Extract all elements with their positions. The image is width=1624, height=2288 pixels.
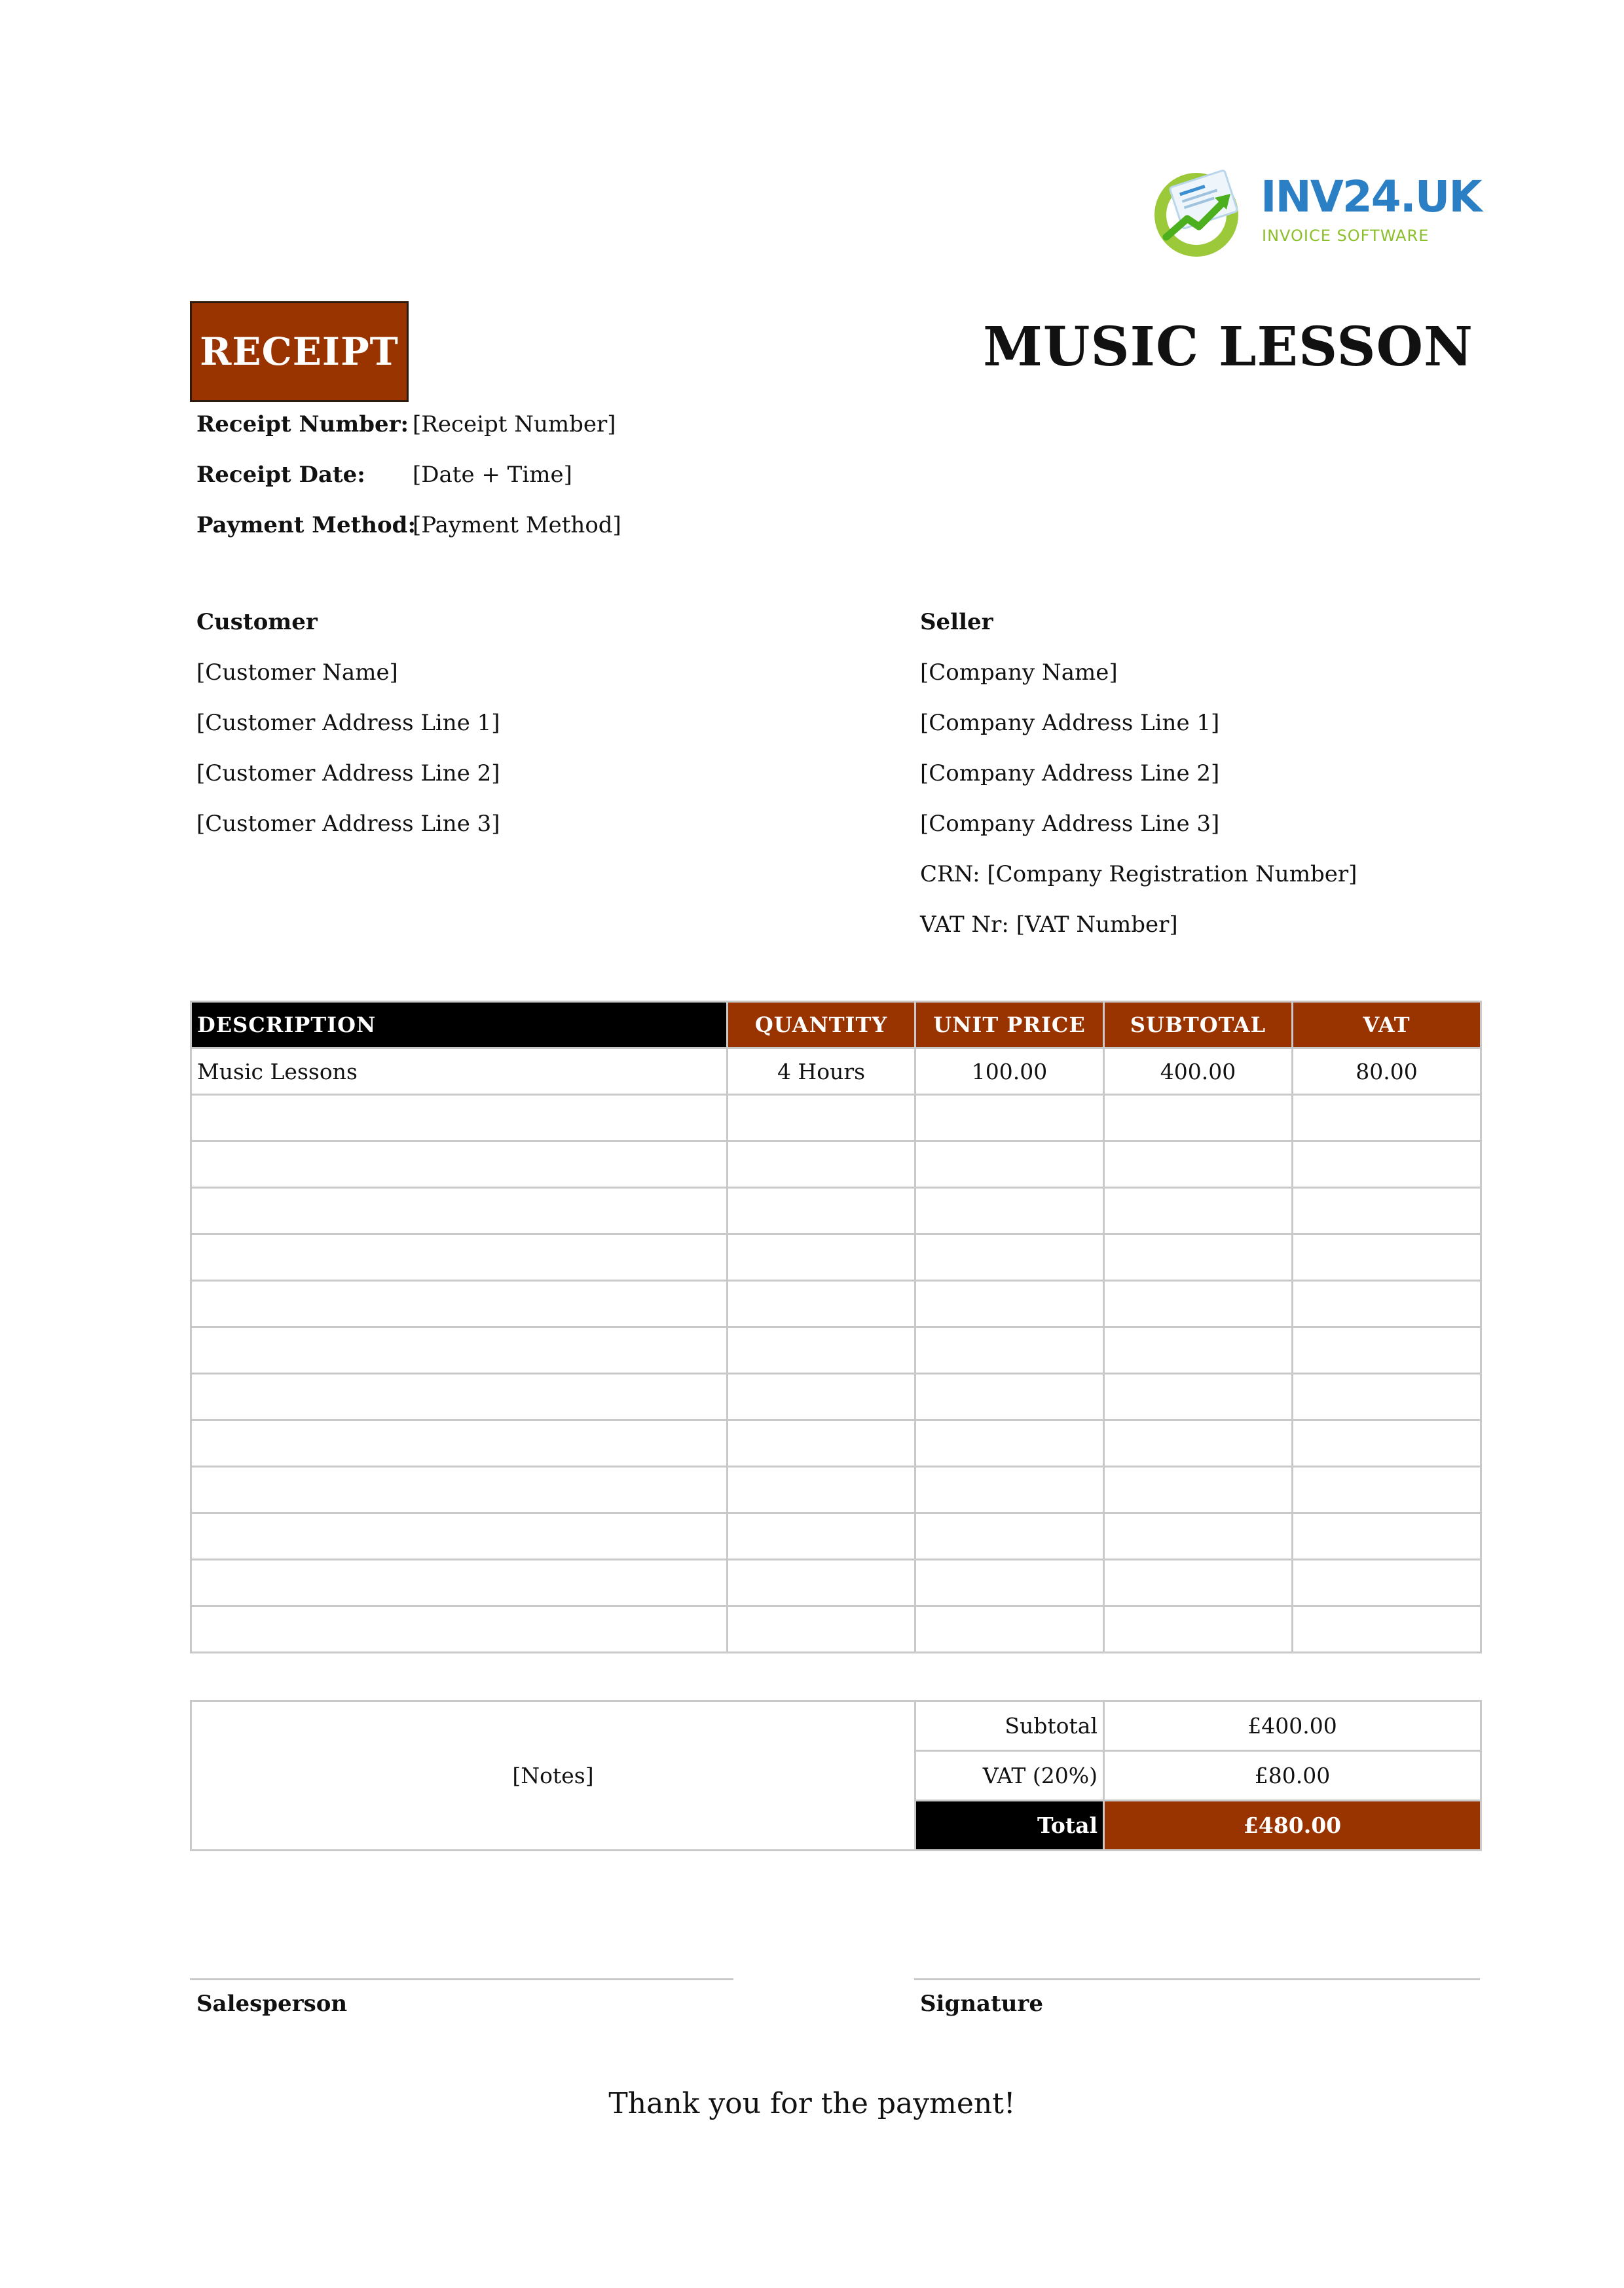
receipt-badge	[190, 301, 409, 402]
cell-subtotal	[1104, 1374, 1293, 1420]
cell-subtotal	[1104, 1095, 1293, 1141]
cell-subtotal	[1104, 1188, 1293, 1234]
cell-description	[191, 1281, 728, 1327]
table-row	[191, 1467, 1481, 1513]
cell-description	[191, 1606, 728, 1653]
notes-cell: [Notes]	[191, 1701, 915, 1851]
column-header-description: DESCRIPTION	[191, 1002, 728, 1048]
receipt-badge-label: RECEIPT	[200, 329, 399, 374]
cell-quantity	[728, 1095, 915, 1141]
seller-address-line: [Company Address Line 3]	[920, 811, 1220, 837]
total-value: £480.00	[1104, 1801, 1481, 1851]
cell-quantity	[728, 1467, 915, 1513]
column-header-quantity: QUANTITY	[728, 1002, 915, 1048]
seller-address-line: [Company Address Line 2]	[920, 760, 1220, 786]
seller-block	[920, 609, 1357, 938]
cell-subtotal	[1104, 1281, 1293, 1327]
table-row	[191, 1374, 1481, 1420]
table-row	[191, 1095, 1481, 1141]
total-label: Total	[915, 1801, 1104, 1851]
vat-label: VAT (20%)	[915, 1751, 1104, 1801]
salesperson-label: Salesperson	[196, 1991, 348, 2017]
cell-vat	[1293, 1327, 1481, 1374]
cell-vat	[1293, 1560, 1481, 1606]
document-title: MUSIC LESSON	[983, 316, 1473, 378]
table-row	[191, 1513, 1481, 1560]
cell-unit-price	[915, 1513, 1104, 1560]
meta-value: [Date + Time]	[413, 462, 572, 488]
cell-quantity	[728, 1188, 915, 1234]
customer-heading: Customer	[196, 609, 318, 635]
seller-heading: Seller	[920, 609, 993, 635]
cell-vat	[1293, 1606, 1481, 1653]
cell-quantity	[728, 1513, 915, 1560]
cell-subtotal	[1104, 1560, 1293, 1606]
cell-vat	[1293, 1234, 1481, 1281]
cell-subtotal	[1104, 1234, 1293, 1281]
cell-quantity	[728, 1420, 915, 1467]
table-row	[191, 1560, 1481, 1606]
cell-subtotal: 400.00	[1104, 1048, 1293, 1095]
cell-description	[191, 1234, 728, 1281]
items-table	[190, 1001, 1482, 1653]
cell-quantity	[728, 1141, 915, 1188]
cell-vat	[1293, 1188, 1481, 1234]
cell-unit-price	[915, 1560, 1104, 1606]
seller-crn: CRN: [Company Registration Number]	[920, 861, 1357, 887]
meta-row-receipt-date	[196, 462, 572, 488]
cell-description	[191, 1141, 728, 1188]
customer-address-line: [Customer Address Line 3]	[196, 811, 500, 837]
cell-subtotal	[1104, 1606, 1293, 1653]
cell-quantity	[728, 1281, 915, 1327]
meta-label: Receipt Number:	[196, 411, 409, 437]
cell-vat	[1293, 1513, 1481, 1560]
cell-description	[191, 1513, 728, 1560]
cell-vat	[1293, 1281, 1481, 1327]
vat-value: £80.00	[1104, 1751, 1481, 1801]
document-chart-icon	[1149, 164, 1254, 262]
column-header-unit-price: UNIT PRICE	[915, 1002, 1104, 1048]
table-row	[191, 1048, 1481, 1095]
cell-quantity	[728, 1606, 915, 1653]
cell-vat	[1293, 1420, 1481, 1467]
table-row	[191, 1281, 1481, 1327]
table-row	[191, 1188, 1481, 1234]
table-row	[191, 1420, 1481, 1467]
cell-quantity	[728, 1327, 915, 1374]
cell-unit-price	[915, 1606, 1104, 1653]
meta-value: [Receipt Number]	[413, 411, 616, 437]
cell-description	[191, 1467, 728, 1513]
subtotal-row	[191, 1701, 1481, 1751]
meta-row-payment-method	[196, 512, 621, 538]
cell-description: Music Lessons	[191, 1048, 728, 1095]
cell-unit-price	[915, 1281, 1104, 1327]
seller-company-name: [Company Name]	[920, 659, 1118, 686]
seller-address-line: [Company Address Line 1]	[920, 710, 1220, 736]
cell-subtotal	[1104, 1141, 1293, 1188]
subtotal-value: £400.00	[1104, 1701, 1481, 1751]
logo-brand-text: INV24.UK	[1261, 172, 1481, 222]
cell-unit-price	[915, 1095, 1104, 1141]
meta-value: [Payment Method]	[413, 512, 621, 538]
cell-unit-price	[915, 1141, 1104, 1188]
company-logo	[1149, 164, 1481, 262]
table-row	[191, 1141, 1481, 1188]
column-header-vat: VAT	[1293, 1002, 1481, 1048]
logo-tagline: INVOICE SOFTWARE	[1262, 227, 1430, 245]
table-row	[191, 1606, 1481, 1653]
seller-vat-number: VAT Nr: [VAT Number]	[920, 912, 1178, 938]
cell-vat	[1293, 1467, 1481, 1513]
column-header-subtotal: SUBTOTAL	[1104, 1002, 1293, 1048]
totals-table	[190, 1700, 1482, 1851]
thank-you-message: Thank you for the payment!	[608, 2087, 1016, 2120]
cell-subtotal	[1104, 1420, 1293, 1467]
cell-description	[191, 1420, 728, 1467]
cell-vat: 80.00	[1293, 1048, 1481, 1095]
meta-row-receipt-number	[196, 411, 616, 437]
meta-label: Receipt Date:	[196, 462, 365, 488]
cell-subtotal	[1104, 1513, 1293, 1560]
cell-quantity: 4 Hours	[728, 1048, 915, 1095]
signature-line	[914, 1978, 1480, 1980]
cell-unit-price	[915, 1374, 1104, 1420]
cell-quantity	[728, 1374, 915, 1420]
customer-block	[196, 609, 500, 837]
meta-label: Payment Method:	[196, 512, 416, 538]
cell-description	[191, 1327, 728, 1374]
customer-name: [Customer Name]	[196, 659, 398, 686]
customer-address-line: [Customer Address Line 1]	[196, 710, 500, 736]
cell-subtotal	[1104, 1467, 1293, 1513]
cell-unit-price	[915, 1327, 1104, 1374]
cell-description	[191, 1560, 728, 1606]
table-row	[191, 1234, 1481, 1281]
table-header-row	[191, 1002, 1481, 1048]
signature-label: Signature	[920, 1991, 1043, 2017]
cell-description	[191, 1095, 728, 1141]
salesperson-signature-line	[190, 1978, 733, 1980]
table-row	[191, 1327, 1481, 1374]
cell-vat	[1293, 1374, 1481, 1420]
subtotal-label: Subtotal	[915, 1701, 1104, 1751]
cell-unit-price	[915, 1467, 1104, 1513]
cell-description	[191, 1374, 728, 1420]
cell-quantity	[728, 1560, 915, 1606]
cell-vat	[1293, 1095, 1481, 1141]
customer-address-line: [Customer Address Line 2]	[196, 760, 500, 786]
cell-subtotal	[1104, 1327, 1293, 1374]
cell-description	[191, 1188, 728, 1234]
cell-quantity	[728, 1234, 915, 1281]
cell-unit-price	[915, 1188, 1104, 1234]
cell-unit-price	[915, 1234, 1104, 1281]
cell-unit-price	[915, 1420, 1104, 1467]
cell-unit-price: 100.00	[915, 1048, 1104, 1095]
cell-vat	[1293, 1141, 1481, 1188]
